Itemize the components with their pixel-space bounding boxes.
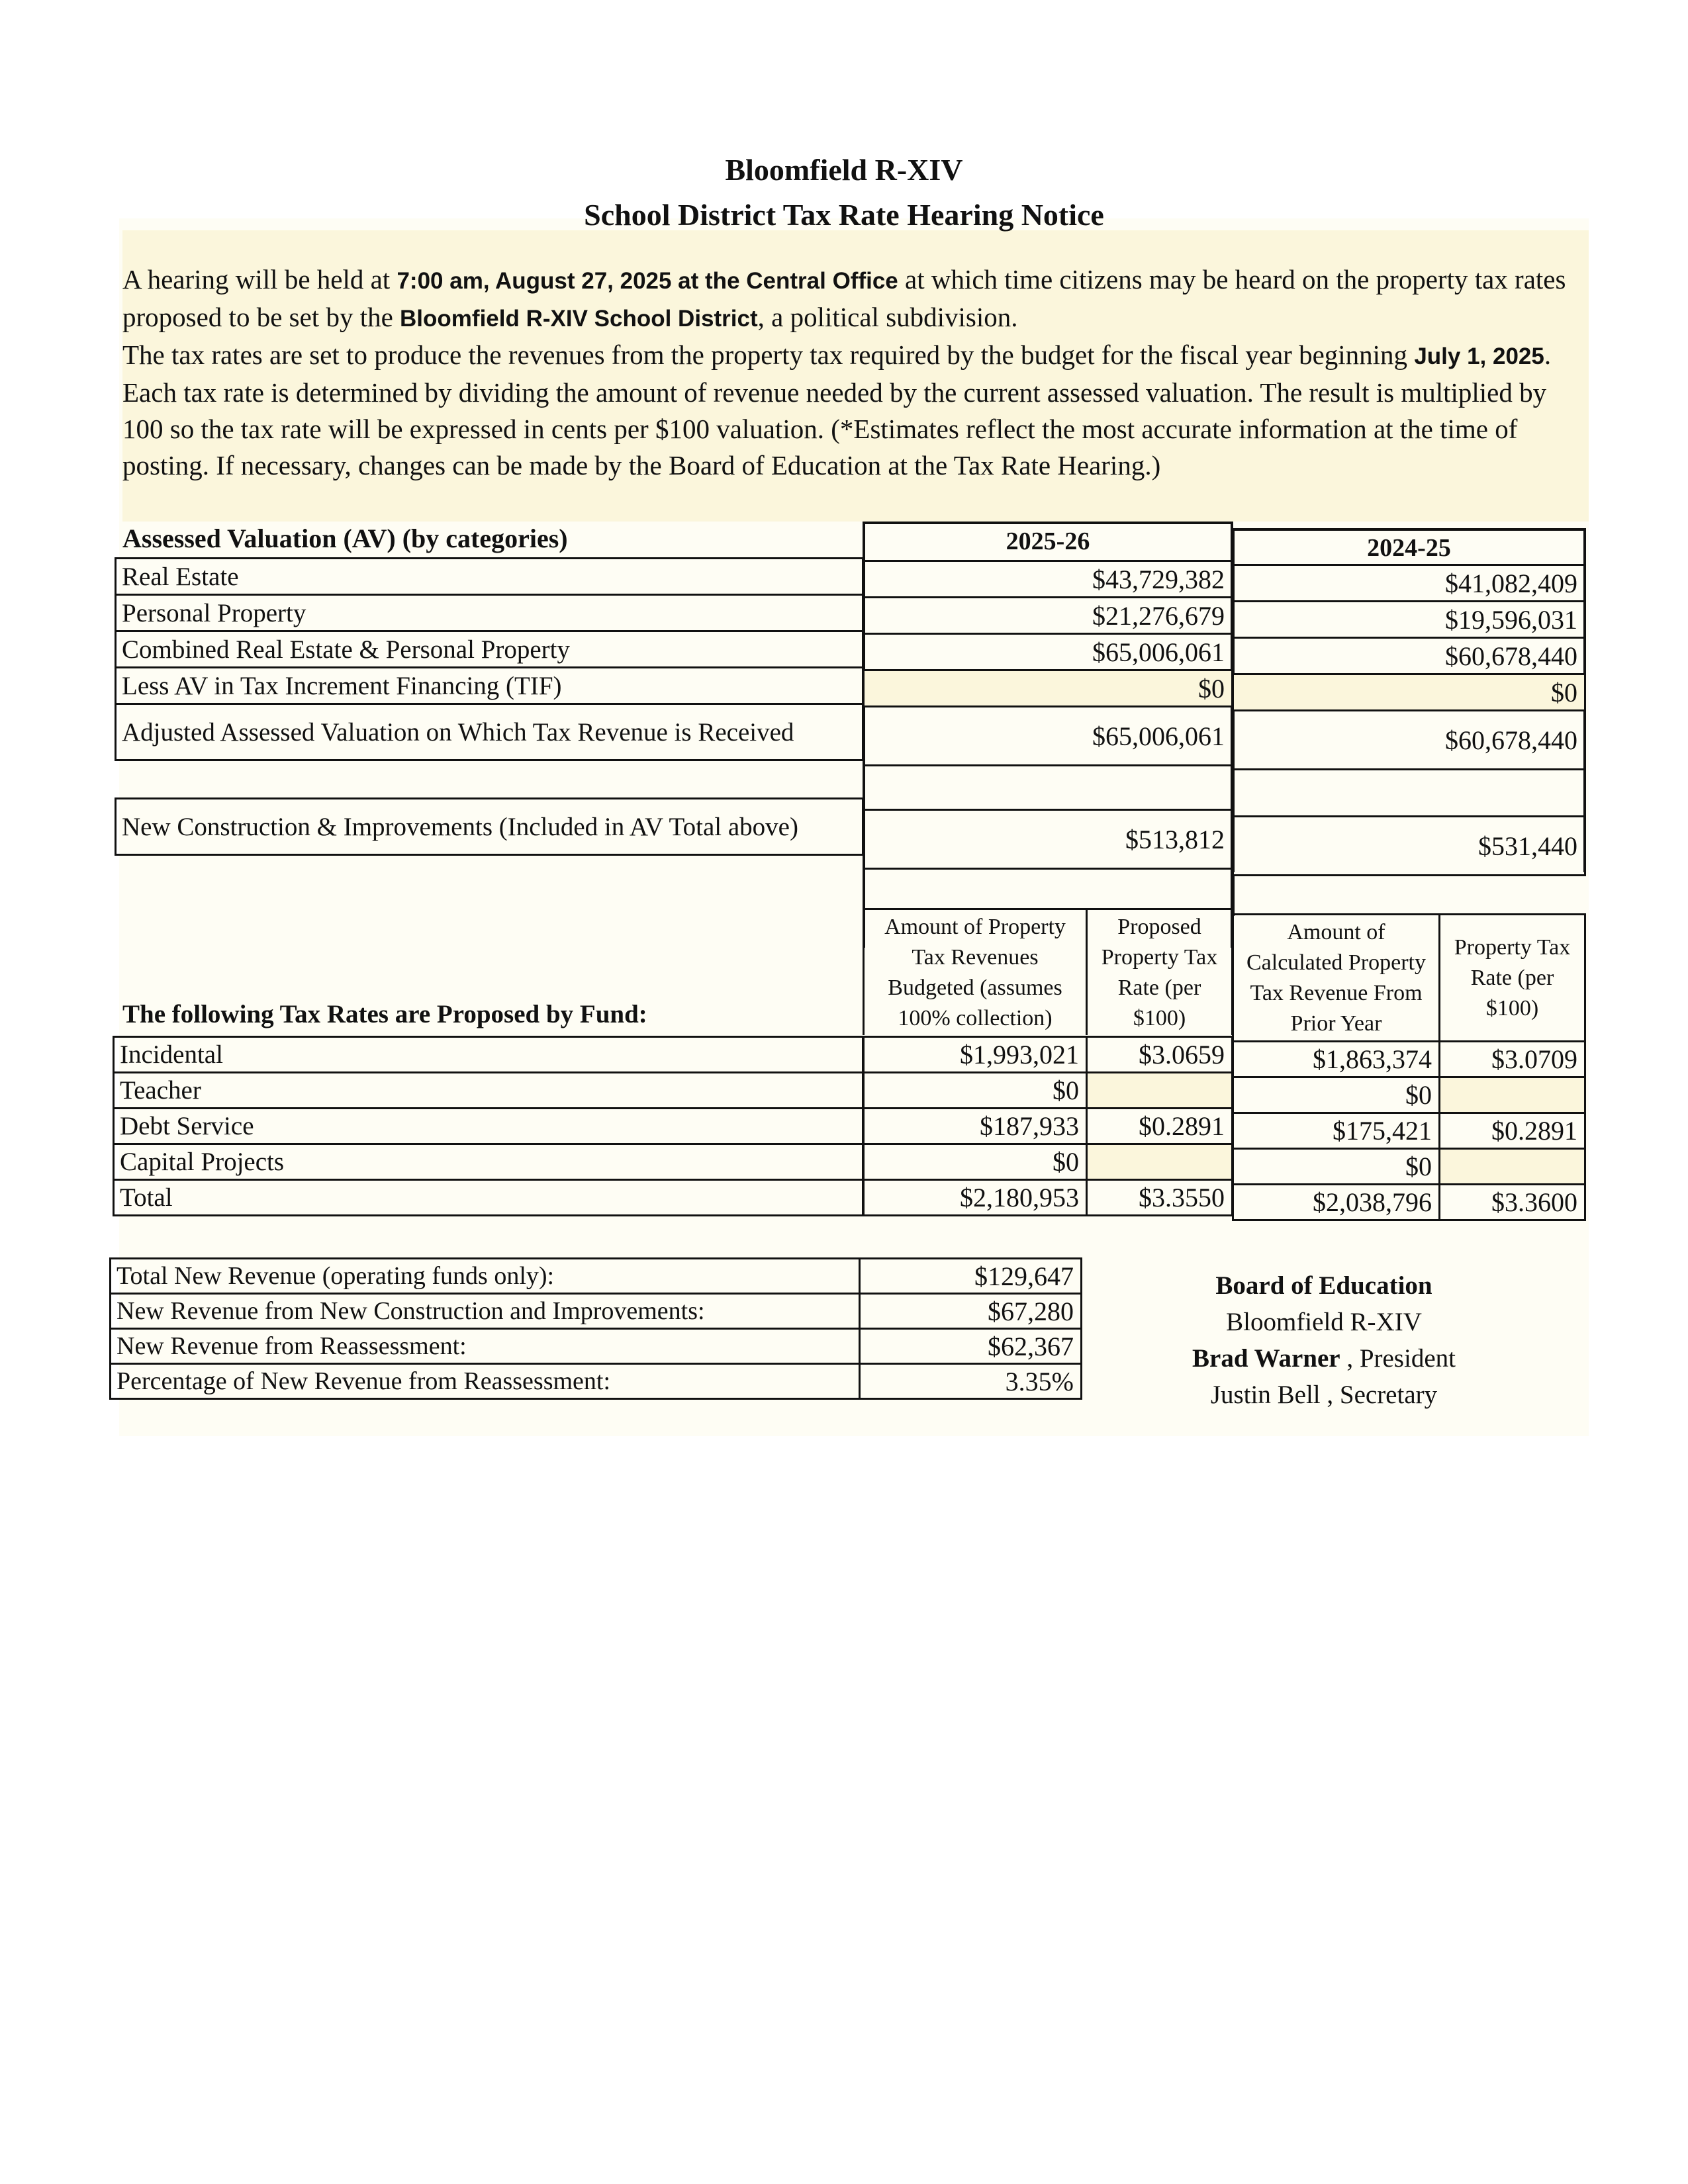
revenue-row-value: 3.35% xyxy=(859,1363,1082,1400)
revenue-row-label: New Revenue from New Construction and Improvements: xyxy=(109,1293,861,1330)
col-header-proposed-rate: Proposed Property Tax Rate (per $100) xyxy=(1086,908,1233,1035)
col-header-prior-rate: Property Tax Rate (per $100) xyxy=(1438,913,1586,1040)
notice-paragraph-2: The tax rates are set to produce the revenues from the property tax required by the budget for the fiscal year beginning July 1, 2025. Each tax rate is determined by dividing the amount of revenue needed by the current assessed valuation. The result is multiplied by 100 so the tax rate will be expressed in cents per $100 valuation. (*Estimates reflect the most accurate information at the time of posting. If necessary, changes can be made by the Board of Education at the Tax Rate Hearing.) xyxy=(122,340,1552,480)
fund-prior-rate: $3.3600 xyxy=(1438,1183,1586,1221)
fund-prior-rate xyxy=(1438,1076,1586,1114)
av-row-current: $21,276,679 xyxy=(863,596,1233,635)
av-row-current: $65,006,061 xyxy=(863,633,1233,671)
revenue-row-label: New Revenue from Reassessment: xyxy=(109,1328,861,1365)
av-row-current: $43,729,382 xyxy=(863,560,1233,598)
rates-header: The following Tax Rates are Proposed by Fund: xyxy=(122,1000,647,1028)
fund-prior-revenue: $0 xyxy=(1232,1148,1440,1185)
fund-proposed-rate xyxy=(1086,1071,1233,1109)
fund-proposed-rate xyxy=(1086,1143,1233,1181)
av-row-prior: $60,678,440 xyxy=(1232,709,1586,770)
revenue-row-value: $62,367 xyxy=(859,1328,1082,1365)
fund-row-label: Incidental xyxy=(113,1036,864,1073)
fund-row-label: Teacher xyxy=(113,1071,864,1109)
fund-prior-rate: $0.2891 xyxy=(1438,1112,1586,1150)
new-construction-current: $513,812 xyxy=(863,809,1233,870)
fund-budgeted: $187,933 xyxy=(863,1107,1088,1145)
fund-budgeted: $1,993,021 xyxy=(863,1036,1088,1073)
fund-budgeted: $0 xyxy=(863,1143,1088,1181)
fund-prior-revenue: $0 xyxy=(1232,1076,1440,1114)
new-construction-label: New Construction & Improvements (Included in AV Total above) xyxy=(115,797,864,856)
fund-prior-rate: $3.0709 xyxy=(1438,1040,1586,1078)
year-prior: 2024-25 xyxy=(1367,534,1451,562)
assessed-valuation-header: Assessed Valuation (AV) (by categories) xyxy=(122,523,568,553)
revenue-row-value: $67,280 xyxy=(859,1293,1082,1330)
year-current: 2025-26 xyxy=(1006,527,1090,555)
av-row-label: Adjusted Assessed Valuation on Which Tax Revenue is Received xyxy=(115,703,864,761)
fund-row-label: Total xyxy=(113,1179,864,1216)
board-president: Brad Warner , President xyxy=(1192,1344,1456,1373)
rates-frame-prior xyxy=(1232,875,1586,916)
notice-paragraph-1: A hearing will be held at 7:00 am, August 27, 2025 at the Central Office at which time citizens may be heard on the property tax rates proposed to be set by the Bloomfield R-XIV School District, a political subdivision. xyxy=(122,264,1566,332)
fund-proposed-rate: $0.2891 xyxy=(1086,1107,1233,1145)
av-row-current: $0 xyxy=(863,669,1233,707)
fund-prior-revenue: $1,863,374 xyxy=(1232,1040,1440,1078)
board-title: Board of Education xyxy=(1215,1271,1432,1300)
fund-proposed-rate: $3.3550 xyxy=(1086,1179,1233,1216)
av-row-prior: $41,082,409 xyxy=(1232,564,1586,602)
fund-prior-revenue: $2,038,796 xyxy=(1232,1183,1440,1221)
revenue-row-value: $129,647 xyxy=(859,1257,1082,1295)
fund-row-label: Debt Service xyxy=(113,1107,864,1145)
av-row-label: Personal Property xyxy=(115,594,864,632)
fund-prior-rate xyxy=(1438,1148,1586,1185)
revenue-row-label: Percentage of New Revenue from Reassessment: xyxy=(109,1363,861,1400)
new-construction-prior: $531,440 xyxy=(1232,815,1586,876)
fund-proposed-rate: $3.0659 xyxy=(1086,1036,1233,1073)
fund-budgeted: $2,180,953 xyxy=(863,1179,1088,1216)
hearing-notice-text xyxy=(122,261,1585,484)
board-district: Bloomfield R-XIV xyxy=(1226,1308,1422,1336)
av-row-prior: $19,596,031 xyxy=(1232,600,1586,639)
fund-budgeted: $0 xyxy=(863,1071,1088,1109)
av-row-prior: $60,678,440 xyxy=(1232,637,1586,675)
fund-row-label: Capital Projects xyxy=(113,1143,864,1181)
av-row-current: $65,006,061 xyxy=(863,705,1233,766)
col-header-prior-revenue: Amount of Calculated Property Tax Revenue From Prior Year xyxy=(1232,913,1440,1040)
document-subtitle: School District Tax Rate Hearing Notice xyxy=(584,198,1104,232)
av-row-label: Less AV in Tax Increment Financing (TIF) xyxy=(115,666,864,705)
av-row-label: Combined Real Estate & Personal Property xyxy=(115,630,864,668)
col-header-budgeted: Amount of Property Tax Revenues Budgeted (assumes 100% collection) xyxy=(863,908,1088,1035)
av-row-label: Real Estate xyxy=(115,557,864,596)
document-title: Bloomfield R-XIV xyxy=(725,153,963,187)
fund-prior-revenue: $175,421 xyxy=(1232,1112,1440,1150)
board-secretary: Justin Bell , Secretary xyxy=(1210,1381,1438,1409)
revenue-row-label: Total New Revenue (operating funds only): xyxy=(109,1257,861,1295)
av-row-prior: $0 xyxy=(1232,673,1586,711)
